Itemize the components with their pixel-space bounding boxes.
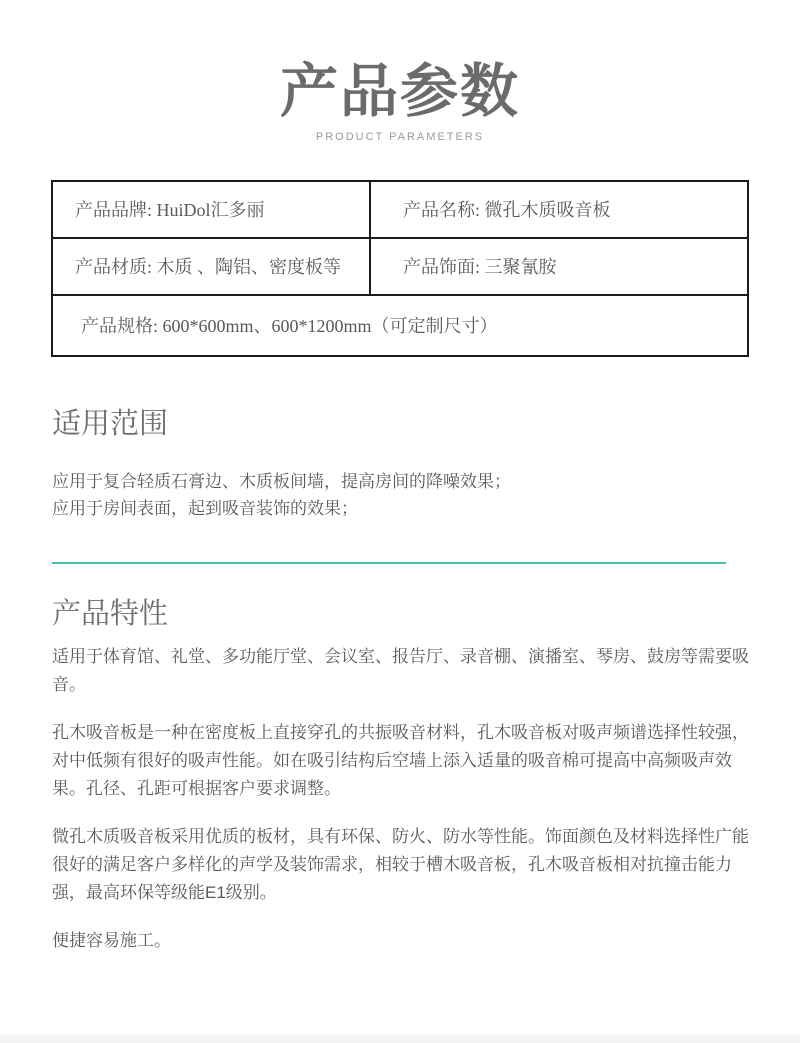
section-divider — [52, 562, 726, 564]
page-title: 产品参数 — [279, 59, 520, 124]
spec-size-cell: 产品规格: 600*600mm、600*1200mm（可定制尺寸） — [52, 295, 748, 356]
scope-line: 应用于复合轻质石膏边、木质板间墙，提高房间的降噪效果； — [52, 471, 511, 491]
section-scope — [52, 407, 750, 522]
scope-line: 应用于房间表面，起到吸音装饰的效果； — [52, 498, 358, 518]
spec-table-row — [52, 181, 748, 238]
spec-table — [51, 180, 749, 357]
spec-product-name-cell: 产品名称: 微孔木质吸音板 — [370, 181, 748, 238]
page-header — [0, 0, 800, 143]
spec-table-row — [52, 238, 748, 295]
features-paragraph: 微孔木质吸音板采用优质的板材，具有环保、防火、防水等性能。饰面颜色及材料选择性广能很好的满足客户多样化的声学及装饰需求，相较于槽木吸音板，孔木吸音板相对抗撞击能力强，最高环保等级能E1级别。 — [52, 827, 749, 903]
scope-text — [52, 468, 750, 522]
features-paragraph: 适用于体育馆、礼堂、多功能厅堂、会议室、报告厅、录音棚、演播室、琴房、鼓房等需要吸音。 — [52, 647, 749, 695]
scope-heading: 适用范围 — [52, 407, 169, 440]
features-paragraph: 孔木吸音板是一种在密度板上直接穿孔的共振吸音材料，孔木吸音板对吸声频谱选择性较强，对中低频有很好的吸声性能。如在吸引结构后空墙上添入适量的吸音棉可提高中高频吸声效果。孔径、孔距可根据客户要求调整。 — [52, 723, 749, 799]
features-paragraph: 便捷容易施工。 — [52, 931, 171, 951]
footer-strip — [0, 1035, 800, 1043]
page-subtitle: PRODUCT PARAMETERS — [315, 130, 485, 143]
features-heading: 产品特性 — [52, 597, 169, 630]
spec-brand-cell: 产品品牌: HuiDol汇多丽 — [52, 181, 370, 238]
spec-finish-cell: 产品饰面: 三聚氰胺 — [370, 238, 748, 295]
spec-material-cell: 产品材质: 木质 、陶铝、密度板等 — [52, 238, 370, 295]
spec-table-row — [52, 295, 748, 356]
section-features — [52, 597, 750, 956]
